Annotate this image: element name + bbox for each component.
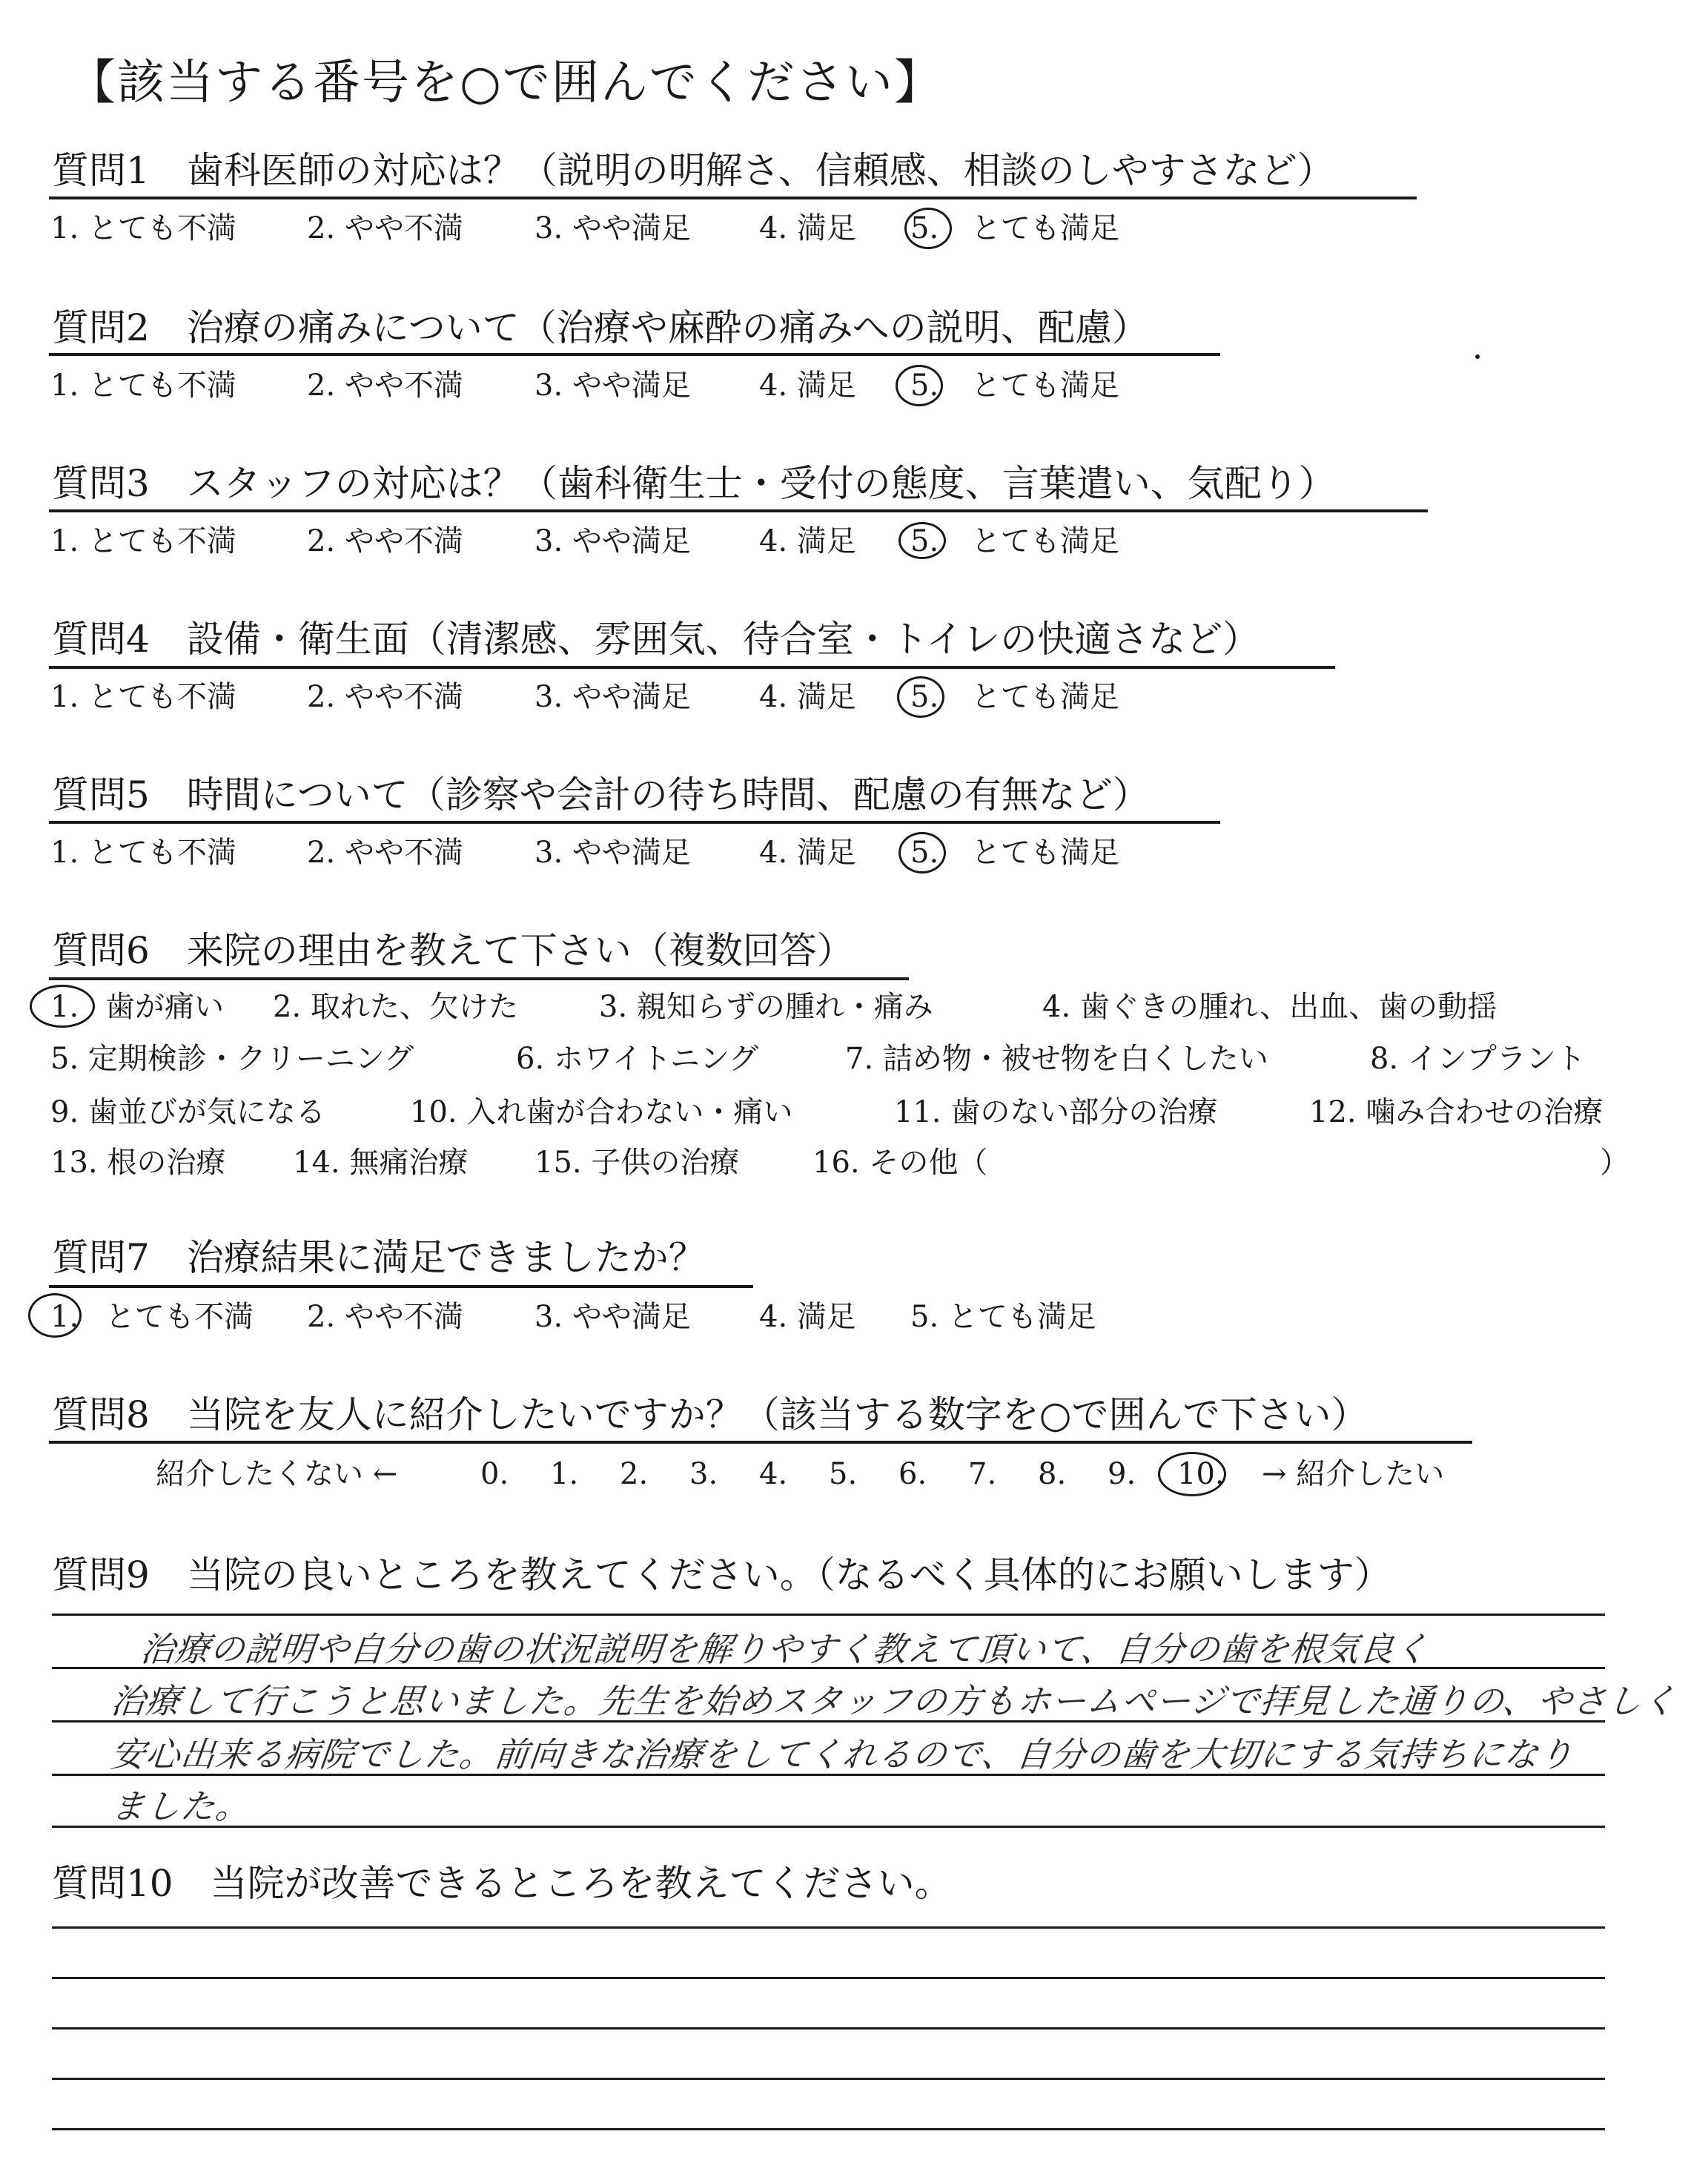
q7-option-4[interactable]: 4. 満足 (759, 1300, 856, 1334)
q2-title: 質問2 治療の痛みについて（治療や麻酔の痛みへの説明、配慮） (52, 306, 1149, 349)
q7-underline (49, 1285, 753, 1288)
q5-selection-circle (898, 832, 946, 873)
q7-option-2[interactable]: 2. やや不満 (307, 1300, 463, 1334)
q5-title: 質問5 時間について（診察や会計の待ち時間、配慮の有無など） (52, 773, 1150, 816)
q6-title: 質問6 来院の理由を教えて下さい（複数回答） (52, 929, 854, 972)
q3-selection-circle (898, 522, 946, 559)
q8-option-2[interactable]: 2. (620, 1457, 649, 1491)
q8-option-10[interactable]: 10. (1177, 1457, 1225, 1491)
q8-option-0[interactable]: 0. (480, 1457, 509, 1491)
q6-option-3[interactable]: 3. 親知らずの腫れ・痛み (599, 990, 933, 1024)
q6-row-1 (50, 986, 1652, 1028)
q9-handwritten-3: 安心出来る病院でした。前向きな治療をしてくれるので、自分の歯を大切にする気持ちになり (108, 1734, 1576, 1774)
q1-title: 質問1 歯科医師の対応は？（説明の明解さ、信頼感、相談のしやすさなど） (52, 149, 1334, 192)
q6-option-16[interactable]: 16. その他（ (812, 1146, 988, 1180)
q9-handwritten-2: 治療して行こうと思いました。先生を始めスタッフの方もホームページで拝見した通りの、やさしく (108, 1681, 1679, 1721)
instruction-header: 【該当する番号を○で囲んでください】 (68, 56, 943, 110)
q6-option-11[interactable]: 11. 歯のない部分の治療 (894, 1095, 1218, 1129)
q3-option-1[interactable]: 1. とても不満 (50, 524, 236, 558)
q6-option-6[interactable]: 6. ホワイトニング (516, 1042, 759, 1076)
q3-option-2[interactable]: 2. やや不満 (307, 524, 463, 558)
q6-option-16-close: ） (1600, 1146, 1629, 1180)
q8-option-4[interactable]: 4. (759, 1457, 788, 1491)
q8-selection-circle (1158, 1452, 1226, 1496)
q6-option-7[interactable]: 7. 詰め物・被せ物を白くしたい (845, 1042, 1268, 1076)
q4-option-5[interactable]: 5. (910, 680, 939, 714)
q7-option-1[interactable]: 1. (50, 1300, 79, 1334)
q2-option-4[interactable]: 4. 満足 (759, 369, 856, 403)
q5-option-4[interactable]: 4. 満足 (759, 836, 856, 870)
q8-scale (156, 1453, 1564, 1495)
q6-selection-circle (30, 985, 95, 1028)
q6-option-13[interactable]: 13. 根の治療 (50, 1146, 226, 1180)
q6-option-5[interactable]: 5. 定期検診・クリーニング (50, 1042, 414, 1076)
q8-option-9[interactable]: 9. (1108, 1457, 1136, 1491)
q4-option-5-label: とても満足 (971, 680, 1119, 714)
q5-option-2[interactable]: 2. やや不満 (307, 836, 463, 870)
q9-answer-line-1 (52, 1614, 1605, 1616)
q8-right-label: → 紹介したい (1262, 1457, 1445, 1491)
q9-handwritten-1: 治療の説明や自分の歯の状況説明を解りやすく教えて頂いて、自分の歯を根気良く (138, 1629, 1431, 1669)
q2-selection-circle (896, 365, 943, 406)
q1-option-5[interactable]: 5. (910, 211, 939, 245)
q2-option-3[interactable]: 3. やや満足 (534, 369, 691, 403)
q8-underline (49, 1441, 1472, 1444)
q4-option-3[interactable]: 3. やや満足 (534, 680, 691, 714)
q6-option-1[interactable]: 1. (50, 990, 79, 1024)
q5-option-1[interactable]: 1. とても不満 (50, 836, 236, 870)
q5-option-5[interactable]: 5. (910, 836, 939, 870)
q8-option-5[interactable]: 5. (829, 1457, 858, 1491)
q10-answer-line-1 (52, 1926, 1605, 1929)
q2-option-5-label: とても満足 (971, 369, 1119, 403)
q3-option-3[interactable]: 3. やや満足 (534, 524, 691, 558)
q4-underline (49, 666, 1335, 669)
q7-option-5[interactable]: 5. とても満足 (910, 1300, 1096, 1334)
q1-option-1[interactable]: 1. とても不満 (50, 211, 236, 245)
q9-title: 質問9 当院の良いところを教えてください。（なるべく具体的にお願いします） (52, 1553, 1391, 1596)
q7-title: 質問7 治療結果に満足できましたか？ (52, 1236, 706, 1279)
q7-option-1-label: とても不満 (105, 1300, 254, 1334)
q4-option-2[interactable]: 2. やや不満 (307, 680, 463, 714)
q3-option-4[interactable]: 4. 満足 (759, 524, 856, 558)
q1-selection-circle (904, 208, 952, 249)
q5-option-3[interactable]: 3. やや満足 (534, 836, 691, 870)
q6-option-2[interactable]: 2. 取れた、欠けた (273, 990, 518, 1024)
q6-row-4 (50, 1142, 1652, 1183)
q6-option-12[interactable]: 12. 噛み合わせの治療 (1309, 1095, 1603, 1129)
q9-answer-line-5 (52, 1826, 1605, 1828)
q6-option-9[interactable]: 9. 歯並びが気になる (50, 1095, 325, 1129)
q2-option-5[interactable]: 5. (910, 369, 939, 403)
stray-mark (1475, 354, 1480, 359)
q6-underline (49, 977, 909, 980)
q6-option-8[interactable]: 8. インプラント (1370, 1042, 1586, 1076)
q6-option-15[interactable]: 15. 子供の治療 (534, 1146, 740, 1180)
q2-underline (49, 353, 1220, 356)
q5-option-5-label: とても満足 (971, 836, 1119, 870)
q4-title: 質問4 設備・衛生面（清潔感、雰囲気、待合室・トイレの快適さなど） (52, 618, 1260, 661)
q2-option-1[interactable]: 1. とても不満 (50, 369, 236, 403)
q5-underline (49, 821, 1220, 824)
q1-option-5-label: とても満足 (971, 211, 1119, 245)
q10-answer-line-4 (52, 2078, 1605, 2080)
q1-option-2[interactable]: 2. やや不満 (307, 211, 463, 245)
q8-option-8[interactable]: 8. (1038, 1457, 1067, 1491)
q6-option-4[interactable]: 4. 歯ぐきの腫れ、出血、歯の動揺 (1042, 990, 1497, 1024)
q10-answer-line-3 (52, 2027, 1605, 2029)
q4-selection-circle (897, 676, 944, 718)
q3-option-5[interactable]: 5. (910, 524, 939, 558)
q8-option-7[interactable]: 7. (968, 1457, 997, 1491)
q3-option-5-label: とても満足 (971, 524, 1119, 558)
q8-option-6[interactable]: 6. (898, 1457, 927, 1491)
q6-option-14[interactable]: 14. 無痛治療 (293, 1146, 469, 1180)
q10-answer-line-2 (52, 1977, 1605, 1979)
q8-option-3[interactable]: 3. (689, 1457, 718, 1491)
q10-title: 質問10 当院が改善できるところを教えてください。 (52, 1862, 952, 1905)
q3-underline (49, 509, 1428, 512)
q6-option-10[interactable]: 10. 入れ歯が合わない・痛い (410, 1095, 793, 1129)
q7-option-3[interactable]: 3. やや満足 (534, 1300, 691, 1334)
q9-handwritten-4: ました。 (108, 1786, 253, 1826)
q8-title: 質問8 当院を友人に紹介したいですか？（該当する数字を○で囲んで下さい） (52, 1393, 1368, 1436)
q1-underline (49, 196, 1417, 199)
q4-option-1[interactable]: 1. とても不満 (50, 680, 236, 714)
q8-option-1[interactable]: 1. (550, 1457, 579, 1491)
q3-title: 質問3 スタッフの対応は？（歯科衛生士・受付の態度、言葉遣い、気配り） (52, 462, 1336, 505)
q7-options (50, 1296, 1237, 1338)
q1-option-3[interactable]: 3. やや満足 (534, 211, 691, 245)
q10-answer-line-5 (52, 2128, 1605, 2130)
q4-option-4[interactable]: 4. 満足 (759, 680, 856, 714)
q7-selection-circle (28, 1293, 82, 1338)
q2-option-2[interactable]: 2. やや不満 (307, 369, 463, 403)
q1-option-4[interactable]: 4. 満足 (759, 211, 856, 245)
q6-option-1-label: 歯が痛い (105, 990, 224, 1024)
q6-row-2 (50, 1038, 1652, 1080)
q6-row-3 (50, 1091, 1666, 1133)
q8-left-label: 紹介したくない ← (156, 1457, 398, 1491)
